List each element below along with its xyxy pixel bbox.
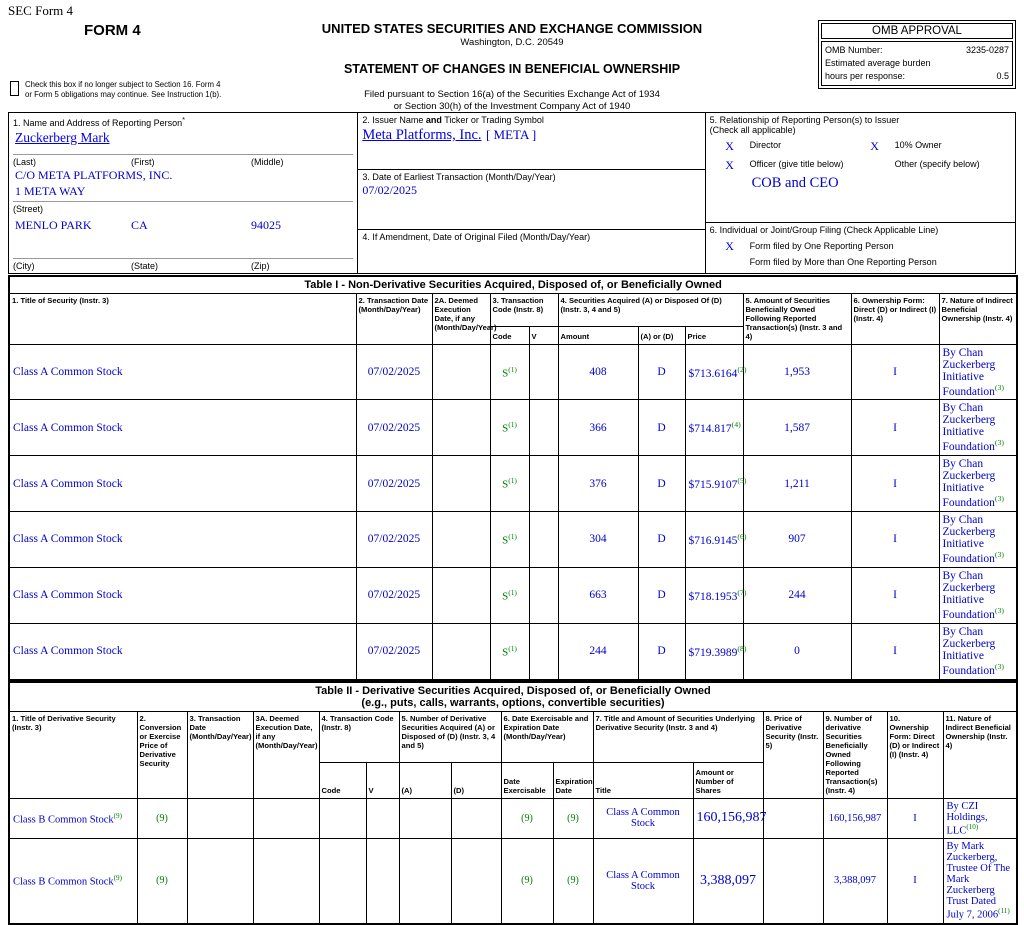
th-v: V xyxy=(529,327,558,344)
omb-title: OMB APPROVAL xyxy=(821,23,1013,39)
th-a-or-d: (A) or (D) xyxy=(638,327,685,344)
acquired-disposed-cell: D xyxy=(638,456,685,512)
acquired-cell xyxy=(399,798,451,839)
date-exercisable-cell: (9) xyxy=(501,839,553,924)
th-deriv-code: Code xyxy=(319,762,366,798)
security-title-cell: Class A Common Stock xyxy=(9,623,356,679)
shares-owned-cell: 907 xyxy=(743,512,851,568)
security-title-cell: Class A Common Stock xyxy=(9,512,356,568)
table2-title-line2: (e.g., puts, calls, warrants, options, convertible securities) xyxy=(361,696,665,709)
issuer-name-link[interactable]: Meta Platforms, Inc. xyxy=(362,127,482,143)
commission-title: UNITED STATES SECURITIES AND EXCHANGE COMMISSION xyxy=(321,21,703,36)
ownership-form-cell: I xyxy=(887,839,943,924)
indirect-nature-cell: By Chan Zuckerberg Initiative Foundation$^{(3)}$ xyxy=(939,567,1017,623)
table2-row xyxy=(9,839,1017,924)
th-date-exercisable-group: 6. Date Exercisable and Expiration Date (Month/Day/Year) xyxy=(501,711,593,762)
transaction-date-cell: 07/02/2025 xyxy=(356,512,432,568)
address-line-1: C/O META PLATFORMS, INC. xyxy=(15,168,173,182)
table2-title-line1: Table II - Derivative Securities Acquired, Disposed of, or Beneficially Owned xyxy=(315,684,711,697)
underlying-title-cell: Class A Common Stock xyxy=(593,839,693,924)
reporting-person-label: 1. Name and Address of Reporting Person* xyxy=(13,115,186,128)
deemed-date-cell xyxy=(432,512,490,568)
security-title-cell: Class A Common Stock xyxy=(9,344,356,400)
ticker-symbol: [ META ] xyxy=(485,127,537,142)
th-deriv-v: V xyxy=(366,762,399,798)
form-4-title: FORM 4 xyxy=(84,22,141,39)
street-label: (Street) xyxy=(13,204,44,215)
section16-checkbox[interactable] xyxy=(10,81,19,96)
transaction-date-cell xyxy=(187,798,253,839)
derivative-owned-cell: 160,156,987 xyxy=(823,798,887,839)
deemed-date-cell xyxy=(432,344,490,400)
statement-title: STATEMENT OF CHANGES IN BENEFICIAL OWNERSHIP xyxy=(343,62,681,76)
omb-body xyxy=(821,41,1013,86)
state-value: CA xyxy=(131,218,148,233)
indirect-nature-cell: By Chan Zuckerberg Initiative Foundation$^{(3)}$ xyxy=(939,512,1017,568)
code-cell xyxy=(319,798,366,839)
expiration-date-cell: (9) xyxy=(553,839,593,924)
one-person-checkmark: X xyxy=(725,239,734,253)
footnote-ref: (5) xyxy=(737,476,747,486)
street-label-row xyxy=(13,204,353,214)
earliest-transaction-section xyxy=(358,170,704,230)
amount-cell: 376 xyxy=(558,456,638,512)
th-deriv-code-group: 4. Transaction Code (Instr. 8) xyxy=(319,711,399,762)
transaction-code-cell: S$^{(1)}$ xyxy=(490,456,529,512)
footnote-ref: (4) xyxy=(731,420,741,430)
amount-cell: 304 xyxy=(558,512,638,568)
footnote-ref: (1) xyxy=(508,364,517,374)
street-address xyxy=(15,167,353,199)
th-transaction-code-group: 3. Transaction Code (Instr. 8) xyxy=(490,294,558,327)
v-cell xyxy=(529,567,558,623)
checkbox-instruction-line1: Check this box if no longer subject to Section 16. Form 4 xyxy=(25,80,221,89)
table2-body xyxy=(9,798,1017,924)
filed-pursuant-line2: or Section 30(h) of the Investment Company Act of 1940 xyxy=(393,100,631,112)
footnote-ref: (3) xyxy=(994,382,1005,392)
th-underlying-title: Title xyxy=(593,762,693,798)
filer-info-grid xyxy=(8,112,1016,274)
city-label: (City) xyxy=(13,261,35,271)
v-cell xyxy=(529,400,558,456)
shares-owned-cell: 1,211 xyxy=(743,456,851,512)
table2-title xyxy=(9,682,1017,712)
indirect-nature-cell: By Chan Zuckerberg Initiative Foundation$^{(3)}$ xyxy=(939,344,1017,400)
transaction-code-cell: S$^{(1)}$ xyxy=(490,344,529,400)
price-cell: $719.3989$^{(8)}$ xyxy=(685,623,743,679)
city-state-zip xyxy=(15,218,353,233)
city-state-zip-labels xyxy=(13,261,353,271)
shares-owned-cell: 1,953 xyxy=(743,344,851,400)
city-value: MENLO PARK xyxy=(15,218,92,233)
table1-title: Table I - Non-Derivative Securities Acquired, Disposed of, or Beneficially Owned xyxy=(9,276,1017,294)
acquired-cell xyxy=(399,839,451,924)
form-header xyxy=(0,0,1024,112)
amount-cell: 366 xyxy=(558,400,638,456)
v-cell xyxy=(366,798,399,839)
price-cell: $714.817$^{(4)}$ xyxy=(685,400,743,456)
th-disposed-d: (D) xyxy=(451,762,501,798)
divider xyxy=(13,201,353,202)
derivative-price-cell xyxy=(763,798,823,839)
table1-row xyxy=(9,400,1017,456)
th-date-exercisable: Date Exercisable xyxy=(501,762,553,798)
asterisk: * xyxy=(182,115,186,124)
omb-burden-label-2: hours per response: xyxy=(825,71,906,82)
derivative-title-cell: Class B Common Stock$^{(9)}$ xyxy=(9,839,137,924)
th-expiration-date: Expiration Date xyxy=(553,762,593,798)
expiration-date-cell: (9) xyxy=(553,798,593,839)
filing-type-label: 6. Individual or Joint/Group Filing (Check Applicable Line) xyxy=(709,225,939,235)
officer-title-value: COB and CEO xyxy=(751,175,839,191)
earliest-transaction-label: 3. Date of Earliest Transaction (Month/Day/Year) xyxy=(362,172,556,182)
checkbox-instruction-line2: or Form 5 obligations may continue. See Instruction 1(b). xyxy=(25,90,222,100)
table2-derivative xyxy=(8,681,1018,925)
table1-body xyxy=(9,344,1017,679)
middle-label: (Middle) xyxy=(251,157,284,167)
th-acquired-a: (A) xyxy=(399,762,451,798)
deemed-date-cell xyxy=(432,567,490,623)
table1-row xyxy=(9,623,1017,679)
footnote-ref: (3) xyxy=(994,550,1005,560)
table2-row xyxy=(9,798,1017,839)
transaction-date-cell: 07/02/2025 xyxy=(356,623,432,679)
th-deemed-execution-date: 2A. Deemed Execution Date, if any (Month/Day/Year) xyxy=(432,294,490,345)
footnote-ref: (9) xyxy=(113,874,122,882)
footnote-ref: (8) xyxy=(737,643,747,653)
ownership-form-cell: I xyxy=(851,344,939,400)
price-cell: $713.6164$^{(2)}$ xyxy=(685,344,743,400)
relationship-label-line2: (Check all applicable) xyxy=(709,125,796,135)
sec-form-label: SEC Form 4 xyxy=(8,3,74,18)
footnote-ref: (1) xyxy=(508,476,517,486)
footnote-ref: (3) xyxy=(994,494,1005,504)
transaction-date-cell: 07/02/2025 xyxy=(356,567,432,623)
th-deriv-owned: 9. Number of derivative Securities Beneficially Owned Following Reported Transaction(s) (Instr. 4) xyxy=(823,711,887,798)
th-indirect-nature: 7. Nature of Indirect Beneficial Ownership (Instr. 4) xyxy=(939,294,1017,345)
table1-row xyxy=(9,567,1017,623)
th-transaction-date: 2. Transaction Date (Month/Day/Year) xyxy=(356,294,432,345)
section16-check-block xyxy=(10,80,310,100)
footnote-ref: (1) xyxy=(508,532,517,542)
footnote-ref: (6) xyxy=(737,532,747,542)
price-cell: $718.1953$^{(7)}$ xyxy=(685,567,743,623)
acquired-disposed-cell: D xyxy=(638,512,685,568)
ownership-form-cell: I xyxy=(851,623,939,679)
th-conversion-price: 2. Conversion or Exercise Price of Derivative Security xyxy=(137,711,187,798)
indirect-nature-cell: By Chan Zuckerberg Initiative Foundation$^{(3)}$ xyxy=(939,400,1017,456)
amount-cell: 244 xyxy=(558,623,638,679)
th-underlying-group: 7. Title and Amount of Securities Underlying Derivative Security (Instr. 3 and 4) xyxy=(593,711,763,762)
th-deriv-deemed-date: 3A. Deemed Execution Date, if any (Month/Day/Year) xyxy=(253,711,319,798)
th-deriv-ownership-form: 10. Ownership Form: Direct (D) or Indirect (I) (Instr. 4) xyxy=(887,711,943,798)
footnote-ref: (3) xyxy=(994,605,1005,615)
derivative-owned-cell: 3,388,097 xyxy=(823,839,887,924)
checkbox-instruction xyxy=(25,80,221,100)
acquired-disposed-cell: D xyxy=(638,344,685,400)
zip-label: (Zip) xyxy=(251,261,270,271)
th-title-of-security: 1. Title of Security (Instr. 3) xyxy=(9,294,356,345)
security-title-cell: Class A Common Stock xyxy=(9,400,356,456)
conversion-price-cell: (9) xyxy=(137,798,187,839)
transaction-date-cell: 07/02/2025 xyxy=(356,456,432,512)
price-cell: $715.9107$^{(5)}$ xyxy=(685,456,743,512)
relationship-column xyxy=(706,113,1015,273)
footnote-ref: (2) xyxy=(737,364,747,374)
transaction-code-cell: S$^{(1)}$ xyxy=(490,623,529,679)
security-title-cell: Class A Common Stock xyxy=(9,456,356,512)
director-checkmark: X xyxy=(725,139,734,153)
th-deriv-transaction-date: 3. Transaction Date (Month/Day/Year) xyxy=(187,711,253,798)
v-cell xyxy=(529,456,558,512)
derivative-title-cell: Class B Common Stock$^{(9)}$ xyxy=(9,798,137,839)
omb-number-label: OMB Number: xyxy=(825,45,883,55)
relationship-label-line1: 5. Relationship of Reporting Person(s) to Issuer xyxy=(709,115,900,125)
deemed-date-cell xyxy=(432,623,490,679)
underlying-amount-cell: 160,156,987 xyxy=(693,798,763,839)
indirect-nature-cell: By Mark Zuckerberg, Trustee Of The Mark Zuckerberg Trust Dated July 7, 2006$^{(11)}$ xyxy=(943,839,1017,924)
v-cell xyxy=(366,839,399,924)
derivative-price-cell xyxy=(763,839,823,924)
indirect-nature-cell: By Chan Zuckerberg Initiative Foundation$^{(3)}$ xyxy=(939,623,1017,679)
price-cell: $716.9145$^{(6)}$ xyxy=(685,512,743,568)
code-cell xyxy=(319,839,366,924)
transaction-date-cell: 07/02/2025 xyxy=(356,344,432,400)
footnote-ref: (3) xyxy=(994,661,1005,671)
address-line-2: 1 META WAY xyxy=(15,184,86,199)
officer-label: Officer (give title below) xyxy=(749,159,844,169)
divider xyxy=(13,258,353,259)
reporting-person-section xyxy=(9,113,358,273)
deemed-date-cell xyxy=(432,456,490,512)
conversion-price-cell: (9) xyxy=(137,839,187,924)
issuer-section xyxy=(358,113,704,170)
th-code: Code xyxy=(490,327,529,344)
omb-burden-value: 0.5 xyxy=(996,71,1009,82)
security-title-cell: Class A Common Stock xyxy=(9,567,356,623)
amendment-label: 4. If Amendment, Date of Original Filed (Month/Day/Year) xyxy=(362,232,591,242)
th-price: Price xyxy=(685,327,743,344)
footnote-ref: (3) xyxy=(994,438,1005,448)
deemed-date-cell xyxy=(253,798,319,839)
underlying-amount-cell: 3,388,097 xyxy=(693,839,763,924)
footnote-ref: (1) xyxy=(508,587,517,597)
deemed-date-cell xyxy=(432,400,490,456)
issuer-label: 2. Issuer Name and Ticker or Trading Symbol xyxy=(362,115,544,125)
th-ownership-form: 6. Ownership Form: Direct (D) or Indirect (I) (Instr. 4) xyxy=(851,294,939,345)
omb-burden-label-1: Estimated average burden xyxy=(825,58,931,69)
ownership-form-cell: I xyxy=(851,512,939,568)
th-deriv-number-group: 5. Number of Derivative Securities Acquired (A) or Disposed of (D) (Instr. 3, 4 and 5) xyxy=(399,711,501,762)
th-underlying-amount: Amount or Number of Shares xyxy=(693,762,763,798)
filed-pursuant-line1: Filed pursuant to Section 16(a) of the Securities Exchange Act of 1934 xyxy=(364,89,660,100)
table1-row xyxy=(9,344,1017,400)
director-label: Director xyxy=(749,140,782,150)
transaction-code-cell: S$^{(1)}$ xyxy=(490,400,529,456)
footnote-ref: (1) xyxy=(508,643,517,653)
officer-checkmark: X xyxy=(725,158,734,172)
divider xyxy=(13,154,353,155)
table1-row xyxy=(9,456,1017,512)
acquired-disposed-cell: D xyxy=(638,623,685,679)
transaction-code-cell: S$^{(1)}$ xyxy=(490,567,529,623)
last-label: (Last) xyxy=(13,157,37,167)
disposed-cell xyxy=(451,798,501,839)
footnote-ref: (10) xyxy=(966,822,979,831)
underlying-title-cell: Class A Common Stock xyxy=(593,798,693,839)
table1-row xyxy=(9,512,1017,568)
other-checkmark xyxy=(855,159,895,171)
ownership-form-cell: I xyxy=(887,798,943,839)
deemed-date-cell xyxy=(253,839,319,924)
shares-owned-cell: 0 xyxy=(743,623,851,679)
ownership-form-cell: I xyxy=(851,567,939,623)
footnote-ref: (7) xyxy=(737,587,747,597)
th-owned-following: 5. Amount of Securities Beneficially Owned Following Reported Transaction(s) (Instr. 3 and 4) xyxy=(743,294,851,345)
one-person-label: Form filed by One Reporting Person xyxy=(749,241,894,251)
relationship-section xyxy=(706,113,1015,223)
ten-percent-owner-label: 10% Owner xyxy=(894,140,942,150)
more-person-label: Form filed by More than One Reporting Person xyxy=(749,257,937,267)
filing-type-options xyxy=(710,240,1011,267)
zip-value: 94025 xyxy=(251,218,281,233)
th-deriv-indirect: 11. Nature of Indirect Beneficial Ownership (Instr. 4) xyxy=(943,711,1017,798)
ten-percent-owner-checkmark: X xyxy=(870,139,879,153)
omb-number-value: 3235-0287 xyxy=(965,45,1009,55)
th-amount: Amount xyxy=(558,327,638,344)
th-deriv-title: 1. Title of Derivative Security (Instr. 3) xyxy=(9,711,137,798)
footnote-ref: (9) xyxy=(113,811,122,820)
indirect-nature-cell: By CZI Holdings, LLC$^{(10)}$ xyxy=(943,798,1017,839)
acquired-disposed-cell: D xyxy=(638,567,685,623)
footnote-ref: (1) xyxy=(508,420,517,430)
filing-type-section xyxy=(706,223,1015,273)
footnote-ref: (11) xyxy=(998,907,1010,915)
shares-owned-cell: 1,587 xyxy=(743,400,851,456)
v-cell xyxy=(529,623,558,679)
ownership-form-cell: I xyxy=(851,400,939,456)
amount-cell: 408 xyxy=(558,344,638,400)
date-exercisable-cell: (9) xyxy=(501,798,553,839)
other-label: Other (specify below) xyxy=(894,159,980,169)
commission-location: Washington, D.C. 20549 xyxy=(460,37,564,48)
omb-approval-box xyxy=(818,20,1016,89)
ownership-form-cell: I xyxy=(851,456,939,512)
acquired-disposed-cell: D xyxy=(638,400,685,456)
issuer-line xyxy=(362,126,700,144)
disposed-cell xyxy=(451,839,501,924)
indirect-nature-cell: By Chan Zuckerberg Initiative Foundation$^{(3)}$ xyxy=(939,456,1017,512)
name-part-labels xyxy=(13,157,353,167)
th-securities-acquired-group: 4. Securities Acquired (A) or Disposed Of (D) (Instr. 3, 4 and 5) xyxy=(558,294,743,327)
first-label: (First) xyxy=(131,157,155,167)
v-cell xyxy=(529,512,558,568)
v-cell xyxy=(529,344,558,400)
amendment-section xyxy=(358,230,704,273)
transaction-date-cell: 07/02/2025 xyxy=(356,400,432,456)
issuer-column xyxy=(358,113,705,273)
relationship-checks xyxy=(710,140,1011,171)
transaction-code-cell: S$^{(1)}$ xyxy=(490,512,529,568)
th-deriv-price: 8. Price of Derivative Security (Instr. 5) xyxy=(763,711,823,798)
header-center xyxy=(232,21,792,113)
amount-cell: 663 xyxy=(558,567,638,623)
state-label: (State) xyxy=(131,261,159,271)
shares-owned-cell: 244 xyxy=(743,567,851,623)
table1-non-derivative xyxy=(8,275,1018,681)
earliest-transaction-date: 07/02/2025 xyxy=(362,183,417,197)
reporting-person-name-link[interactable]: Zuckerberg Mark xyxy=(15,130,110,145)
transaction-date-cell xyxy=(187,839,253,924)
filed-pursuant xyxy=(232,89,792,113)
